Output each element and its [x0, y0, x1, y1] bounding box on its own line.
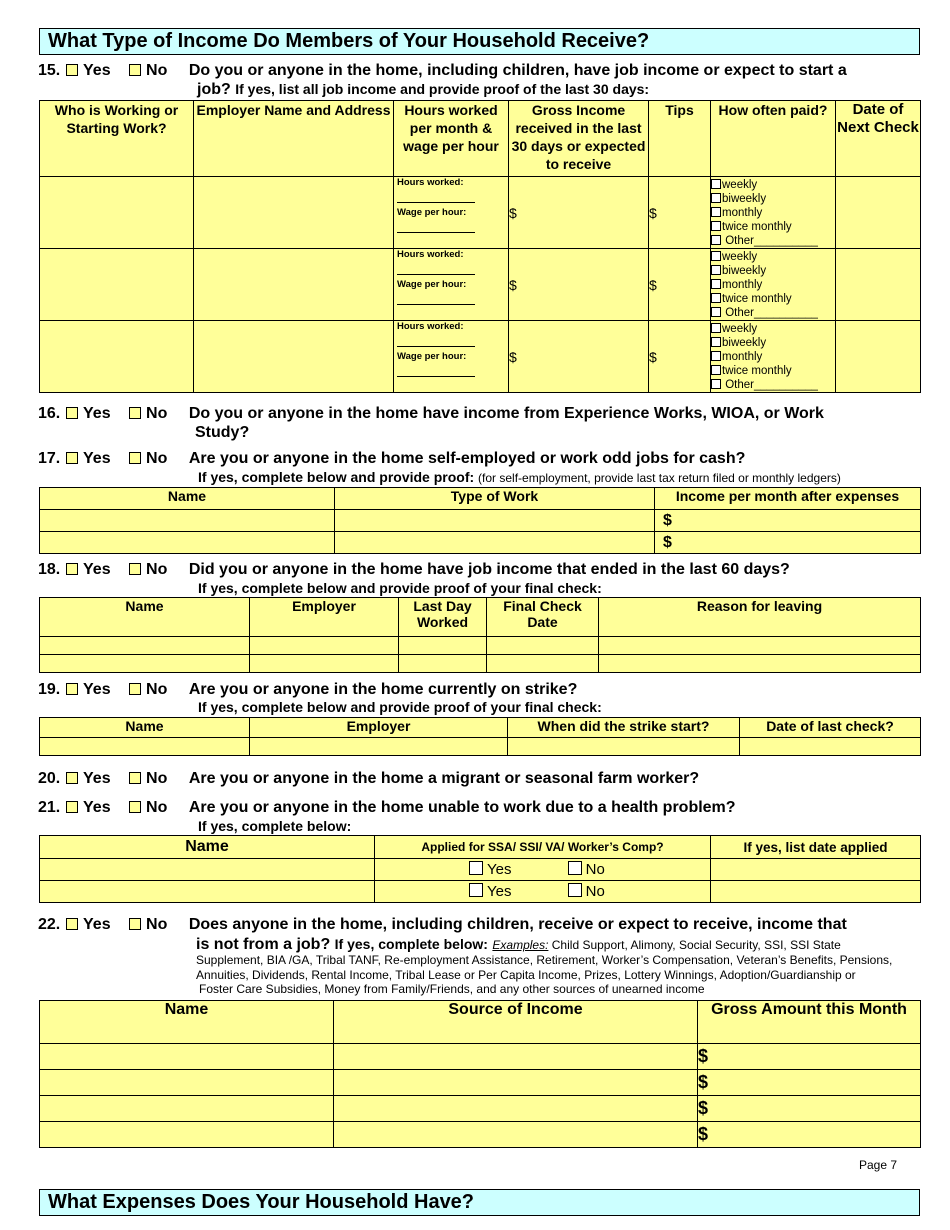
- health-problem-table: [39, 835, 921, 903]
- twice-monthly-checkbox[interactable]: [711, 365, 721, 375]
- q21-sub: If yes, complete below:: [198, 818, 352, 834]
- col-next-check: Date of Next Check: [836, 101, 921, 177]
- col-type-of-work: Type of Work: [335, 488, 655, 510]
- name-field[interactable]: [40, 532, 335, 554]
- wage-field[interactable]: [397, 218, 475, 233]
- col-name: Name: [40, 488, 335, 510]
- amount-field[interactable]: $: [698, 1122, 921, 1148]
- col-employer: Employer: [250, 598, 399, 637]
- hours-worked-field[interactable]: [397, 188, 475, 203]
- q17-no-checkbox[interactable]: [129, 452, 141, 464]
- table-row: Yes No: [40, 859, 921, 881]
- applied-no-checkbox[interactable]: [568, 883, 582, 897]
- table-row: [40, 1044, 921, 1070]
- col-hours-wage: Hours worked per month & wage per hour: [394, 101, 509, 177]
- gross-income-field[interactable]: $: [509, 249, 649, 321]
- col-strike-start: When did the strike start?: [508, 718, 740, 738]
- q17-yes-checkbox[interactable]: [66, 452, 78, 464]
- monthly-checkbox[interactable]: [711, 351, 721, 361]
- q20-no-checkbox[interactable]: [129, 772, 141, 784]
- col-last-check: Date of last check?: [740, 718, 921, 738]
- q15-no-checkbox[interactable]: [129, 64, 141, 76]
- unearned-income-table: [39, 1000, 921, 1148]
- monthly-checkbox[interactable]: [711, 279, 721, 289]
- type-of-work-field[interactable]: [335, 532, 655, 554]
- employer-field[interactable]: [194, 177, 394, 249]
- employer-field[interactable]: [250, 637, 399, 655]
- question-22: 22. Yes No Does anyone in the home, including children, receive or expect to receive, income that: [38, 916, 847, 933]
- col-reason: Reason for leaving: [599, 598, 921, 637]
- col-who-working: Who is Working or Starting Work?: [40, 101, 194, 177]
- ended-job-table: [39, 597, 921, 673]
- col-name: Name: [40, 1001, 334, 1044]
- income-field[interactable]: $: [655, 532, 921, 554]
- strike-table: [39, 717, 921, 756]
- table-row: Hours worked: Wage per hour: $ $ weekly biweekly monthly twice monthly Other__________: [40, 249, 921, 321]
- employer-field[interactable]: [250, 738, 508, 756]
- col-date-applied: If yes, list date applied: [711, 836, 921, 859]
- name-field[interactable]: [40, 738, 250, 756]
- col-income-after-expenses: Income per month after expenses: [655, 488, 921, 510]
- gross-income-field[interactable]: $: [509, 177, 649, 249]
- next-check-field[interactable]: [836, 321, 921, 393]
- q22-text-line2: is not from a job? If yes, complete below: Examples: Child Support, Alimony, Social Security, SSI, SSI State: [196, 936, 841, 953]
- reason-field[interactable]: [599, 655, 921, 673]
- weekly-checkbox[interactable]: [711, 179, 721, 189]
- section-title-banner: [39, 28, 920, 55]
- final-check-field[interactable]: [487, 655, 599, 673]
- q22-yes-checkbox[interactable]: [66, 918, 78, 930]
- col-name: Name: [40, 718, 250, 738]
- weekly-checkbox[interactable]: [711, 323, 721, 333]
- biweekly-checkbox[interactable]: [711, 337, 721, 347]
- last-day-field[interactable]: [399, 637, 487, 655]
- q19-yes-checkbox[interactable]: [66, 683, 78, 695]
- q20-yes-checkbox[interactable]: [66, 772, 78, 784]
- gross-income-field[interactable]: $: [509, 321, 649, 393]
- applied-yes-checkbox[interactable]: [469, 861, 483, 875]
- source-field[interactable]: [334, 1096, 698, 1122]
- last-day-field[interactable]: [399, 655, 487, 673]
- next-check-field[interactable]: [836, 177, 921, 249]
- question-15: 15. Yes No Do you or anyone in the home, including children, have job income or expect to start a: [38, 62, 847, 79]
- col-gross-income: Gross Income received in the last 30 days or expected to receive: [509, 101, 649, 177]
- col-employer: Employer: [250, 718, 508, 738]
- wage-field[interactable]: [397, 290, 475, 305]
- twice-monthly-checkbox[interactable]: [711, 221, 721, 231]
- name-field[interactable]: [40, 655, 250, 673]
- who-working-field[interactable]: [40, 321, 194, 393]
- monthly-checkbox[interactable]: [711, 207, 721, 217]
- tips-field[interactable]: $: [649, 321, 711, 393]
- type-of-work-field[interactable]: [335, 510, 655, 532]
- wage-field[interactable]: [397, 362, 475, 377]
- final-check-field[interactable]: [487, 637, 599, 655]
- tips-field[interactable]: $: [649, 249, 711, 321]
- other-checkbox[interactable]: [711, 235, 721, 245]
- table-row: Yes No: [40, 881, 921, 903]
- twice-monthly-checkbox[interactable]: [711, 293, 721, 303]
- employer-field[interactable]: [194, 249, 394, 321]
- q22-no-checkbox[interactable]: [129, 918, 141, 930]
- question-17: 17. Yes No Are you or anyone in the home self-employed or work odd jobs for cash?: [38, 450, 746, 467]
- next-section-banner: [39, 1189, 920, 1216]
- strike-start-field[interactable]: [508, 738, 740, 756]
- question-16: 16. Yes No Do you or anyone in the home have income from Experience Works, WIOA, or Work: [38, 405, 824, 422]
- q16-yes-checkbox[interactable]: [66, 407, 78, 419]
- name-field[interactable]: [40, 1070, 334, 1096]
- col-name: Name: [40, 598, 250, 637]
- amount-field[interactable]: $: [698, 1044, 921, 1070]
- hours-worked-field[interactable]: [397, 260, 475, 275]
- reason-field[interactable]: [599, 637, 921, 655]
- q18-sub: If yes, complete below and provide proof of your final check:: [198, 580, 602, 596]
- q21-no-checkbox[interactable]: [129, 801, 141, 813]
- col-tips: Tips: [649, 101, 711, 177]
- q15-text-line2: job? If yes, list all job income and provide proof of the last 30 days:: [197, 81, 650, 98]
- hours-worked-field[interactable]: [397, 332, 475, 347]
- q19-sub: If yes, complete below and provide proof of your final check:: [198, 699, 602, 715]
- who-working-field[interactable]: [40, 177, 194, 249]
- col-applied: Applied for SSA/ SSI/ VA/ Worker’s Comp?: [375, 836, 711, 859]
- table-row: [40, 510, 921, 532]
- table-row: [40, 1122, 921, 1148]
- q18-no-checkbox[interactable]: [129, 563, 141, 575]
- section-title: What Type of Income Do Members of Your Household Receive?: [48, 30, 650, 52]
- col-gross-amount: Gross Amount this Month: [698, 1001, 921, 1044]
- amount-field[interactable]: $: [698, 1096, 921, 1122]
- q16-text-line2: Study?: [195, 424, 250, 441]
- self-employment-table: [39, 487, 921, 554]
- source-field[interactable]: [334, 1044, 698, 1070]
- table-row: [40, 532, 921, 554]
- col-how-often: How often paid?: [711, 101, 836, 177]
- name-field[interactable]: [40, 881, 375, 903]
- income-field[interactable]: $: [655, 510, 921, 532]
- tips-field[interactable]: $: [649, 177, 711, 249]
- col-name: Name: [40, 836, 375, 859]
- table-row: [40, 1070, 921, 1096]
- col-final-check-date: Final Check Date: [487, 598, 599, 637]
- q15-yes-checkbox[interactable]: [66, 64, 78, 76]
- other-checkbox[interactable]: [711, 307, 721, 317]
- biweekly-checkbox[interactable]: [711, 193, 721, 203]
- question-21: 21. Yes No Are you or anyone in the home unable to work due to a health problem?: [38, 799, 736, 816]
- job-income-table: [39, 100, 921, 393]
- employer-field[interactable]: [194, 321, 394, 393]
- col-last-day: Last Day Worked: [399, 598, 487, 637]
- page-number: Page 7: [859, 1158, 898, 1172]
- q18-yes-checkbox[interactable]: [66, 563, 78, 575]
- question-19: 19. Yes No Are you or anyone in the home currently on strike?: [38, 681, 578, 698]
- table-row: [40, 655, 921, 673]
- name-field[interactable]: [40, 859, 375, 881]
- source-field[interactable]: [334, 1122, 698, 1148]
- q19-no-checkbox[interactable]: [129, 683, 141, 695]
- q17-sub: If yes, complete below and provide proof: (for self-employment, provide last tax return filed or monthly ledgers): [198, 469, 841, 485]
- q21-yes-checkbox[interactable]: [66, 801, 78, 813]
- table-row: [40, 738, 921, 756]
- biweekly-checkbox[interactable]: [711, 265, 721, 275]
- source-field[interactable]: [334, 1070, 698, 1096]
- weekly-checkbox[interactable]: [711, 251, 721, 261]
- other-checkbox[interactable]: [711, 379, 721, 389]
- applied-yes-checkbox[interactable]: [469, 883, 483, 897]
- name-field[interactable]: [40, 1044, 334, 1070]
- amount-field[interactable]: $: [698, 1070, 921, 1096]
- name-field[interactable]: [40, 637, 250, 655]
- col-employer: Employer Name and Address: [194, 101, 394, 177]
- who-working-field[interactable]: [40, 249, 194, 321]
- name-field[interactable]: [40, 1096, 334, 1122]
- next-section-title: What Expenses Does Your Household Have?: [48, 1191, 475, 1213]
- q16-no-checkbox[interactable]: [129, 407, 141, 419]
- table-row: Hours worked: Wage per hour: $ $ weekly biweekly monthly twice monthly Other__________: [40, 177, 921, 249]
- date-applied-field[interactable]: [711, 859, 921, 881]
- next-check-field[interactable]: [836, 249, 921, 321]
- applied-no-checkbox[interactable]: [568, 861, 582, 875]
- col-source: Source of Income: [334, 1001, 698, 1044]
- question-18: 18. Yes No Did you or anyone in the home have job income that ended in the last 60 days?: [38, 561, 790, 578]
- q22-examples: Supplement, BIA /GA, Tribal TANF, Re-employment Assistance, Retirement, Worker’s Compensation, Veteran’s Benefits, Pensions, Annuities, Dividends, Rental Income, Tribal Lease or Per Capita Income, Prizes, Lottery Winnings, Adoption/Guardianship or Foster Care Subsidies, Money from Family/Friends, and any other sources of unearned income: [196, 953, 893, 996]
- name-field[interactable]: [40, 1122, 334, 1148]
- last-check-field[interactable]: [740, 738, 921, 756]
- table-row: [40, 1096, 921, 1122]
- q15-text: Do you or anyone in the home, including children, have job income or expect to start a: [188, 62, 847, 79]
- table-row: [40, 637, 921, 655]
- question-20: 20. Yes No Are you or anyone in the home a migrant or seasonal farm worker?: [38, 770, 700, 787]
- date-applied-field[interactable]: [711, 881, 921, 903]
- name-field[interactable]: [40, 510, 335, 532]
- employer-field[interactable]: [250, 655, 399, 673]
- table-row: Hours worked: Wage per hour: $ $ weekly biweekly monthly twice monthly Other__________: [40, 321, 921, 393]
